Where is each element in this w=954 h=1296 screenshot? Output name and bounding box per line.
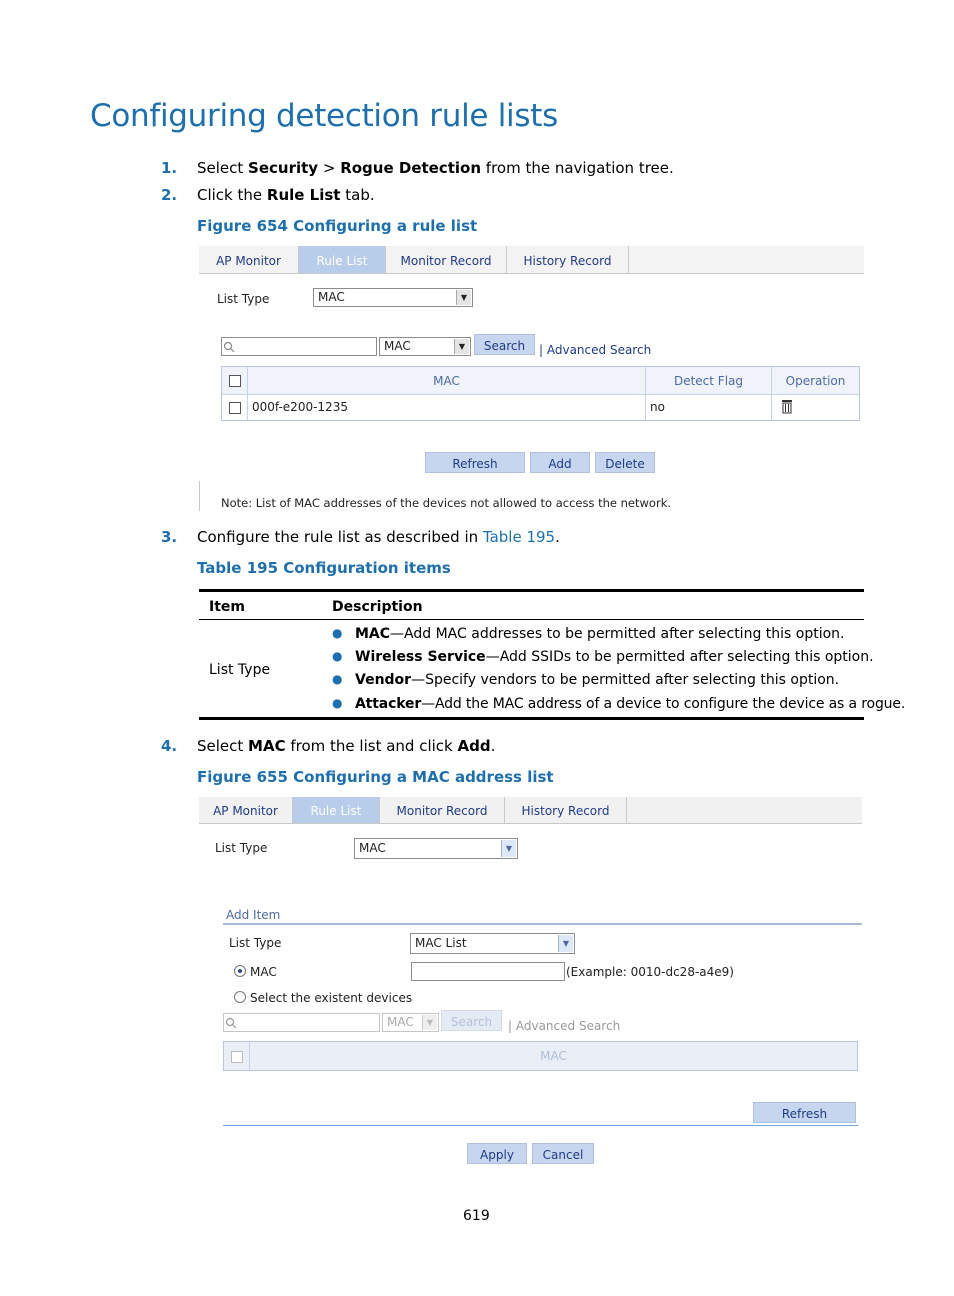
tab-monitor-record[interactable]: Monitor Record xyxy=(380,797,505,823)
divider xyxy=(199,481,200,511)
figure-654-screenshot xyxy=(199,246,864,514)
advanced-search-link[interactable]: | Advanced Search xyxy=(539,343,652,357)
mac-input[interactable] xyxy=(411,962,565,981)
section-divider xyxy=(223,1125,858,1126)
row-checkbox[interactable] xyxy=(229,402,241,414)
inner-list-type-label: List Type xyxy=(229,936,282,950)
detect-flag-cell: no xyxy=(646,395,772,420)
bullet-icon: ● xyxy=(332,672,343,686)
figure-655-screenshot xyxy=(199,797,864,1169)
list-item: ● Vendor—Specify vendors to be permitted after selecting this option. xyxy=(332,672,840,688)
tab-monitor-record[interactable]: Monitor Record xyxy=(386,246,507,273)
table-caption: Table 195 Configuration items xyxy=(197,559,451,577)
operation-cell xyxy=(772,395,859,420)
select-all-header xyxy=(222,367,248,394)
page-title: Configuring detection rule lists xyxy=(90,98,558,134)
column-header-detect-flag[interactable]: Detect Flag xyxy=(646,367,772,394)
search-input[interactable] xyxy=(221,337,377,356)
trash-icon[interactable] xyxy=(781,399,793,414)
chevron-down-icon: ▼ xyxy=(456,290,471,305)
add-button[interactable]: Add xyxy=(530,452,590,473)
tab-ap-monitor[interactable]: AP Monitor xyxy=(199,797,293,823)
table-top-rule xyxy=(199,589,864,592)
chevron-down-icon: ▼ xyxy=(422,1015,437,1030)
select-all-header xyxy=(224,1042,250,1070)
step-text: Click the Rule List tab. xyxy=(197,186,375,204)
tab-history-record[interactable]: History Record xyxy=(507,246,629,273)
cancel-button[interactable]: Cancel xyxy=(532,1143,594,1164)
delete-button[interactable]: Delete xyxy=(595,452,655,473)
chevron-down-icon: ▼ xyxy=(501,840,516,857)
list-type-label: List Type xyxy=(217,292,270,306)
search-icon xyxy=(223,341,235,353)
search-field-select[interactable] xyxy=(382,1013,439,1032)
chevron-down-icon: ▼ xyxy=(454,339,469,354)
tab-history-record[interactable]: History Record xyxy=(505,797,627,823)
list-type-label: List Type xyxy=(215,841,268,855)
bullet-icon: ● xyxy=(332,649,343,663)
column-header-mac: MAC xyxy=(250,1042,857,1070)
existent-devices-radio[interactable] xyxy=(234,991,246,1003)
step-text: Configure the rule list as described in Table 195. xyxy=(197,528,560,546)
step-3 xyxy=(161,528,861,548)
header-rule xyxy=(199,619,864,620)
tab-rule-list[interactable]: Rule List xyxy=(293,797,380,823)
table-195-link[interactable]: Table 195 xyxy=(482,528,556,546)
step-4 xyxy=(161,737,861,757)
step-1 xyxy=(161,159,861,179)
list-type-value: MAC xyxy=(318,290,345,304)
bullet-icon: ● xyxy=(332,696,343,710)
tab-rule-list[interactable]: Rule List xyxy=(299,246,386,273)
list-type-value: MAC xyxy=(359,841,386,855)
item-cell: List Type xyxy=(209,662,271,678)
mac-radio[interactable] xyxy=(234,965,246,977)
tab-ap-monitor[interactable]: AP Monitor xyxy=(199,246,299,273)
table-bottom-rule xyxy=(199,717,864,720)
inner-list-type-select[interactable] xyxy=(410,933,575,954)
row-select-cell xyxy=(222,395,248,420)
page-number: 619 xyxy=(463,1208,490,1224)
list-type-select[interactable] xyxy=(354,838,518,859)
step-number: 4. xyxy=(161,737,178,755)
advanced-search-link[interactable]: | Advanced Search xyxy=(508,1019,621,1033)
tab-bar xyxy=(199,246,864,274)
section-divider xyxy=(223,923,862,925)
search-field-value: MAC xyxy=(387,1015,414,1029)
list-item: ● MAC—Add MAC addresses to be permitted after selecting this option. xyxy=(332,626,845,642)
list-type-select[interactable] xyxy=(313,288,473,307)
step-2 xyxy=(161,186,861,206)
search-field-select[interactable] xyxy=(379,337,471,356)
existent-devices-label: Select the existent devices xyxy=(250,991,413,1005)
add-item-title: Add Item xyxy=(226,908,281,922)
tab-bar xyxy=(199,797,862,824)
list-item: ● Wireless Service—Add SSIDs to be permitted after selecting this option. xyxy=(332,649,874,665)
bullet-icon: ● xyxy=(332,626,343,640)
rule-list-table xyxy=(221,366,860,421)
chevron-down-icon: ▼ xyxy=(558,935,573,952)
search-input[interactable] xyxy=(223,1013,380,1032)
select-all-checkbox[interactable] xyxy=(231,1051,243,1063)
select-all-checkbox[interactable] xyxy=(229,375,241,387)
list-item: ● Attacker—Add the MAC address of a device to configure the device as a rogue. xyxy=(332,696,906,712)
mac-example-hint: (Example: 0010-dc28-a4e9) xyxy=(566,965,734,979)
step-number: 1. xyxy=(161,159,178,177)
configuration-items-table xyxy=(199,589,906,720)
apply-button[interactable]: Apply xyxy=(467,1143,527,1164)
step-number: 3. xyxy=(161,528,178,546)
table-row xyxy=(222,394,859,421)
column-header-description: Description xyxy=(332,599,423,615)
column-header-item: Item xyxy=(209,599,245,615)
column-header-mac[interactable]: MAC xyxy=(248,367,646,394)
mac-radio-label: MAC xyxy=(250,965,277,979)
mac-cell: 000f-e200-1235 xyxy=(248,395,646,420)
refresh-button[interactable]: Refresh xyxy=(753,1102,856,1123)
refresh-button[interactable]: Refresh xyxy=(425,452,525,473)
step-text: Select Security > Rogue Detection from the navigation tree. xyxy=(197,159,674,177)
search-button[interactable]: Search xyxy=(474,334,535,355)
search-field-value: MAC xyxy=(384,339,411,353)
note-text: Note: List of MAC addresses of the devices not allowed to access the network. xyxy=(221,496,672,510)
mac-table xyxy=(223,1041,858,1071)
search-icon xyxy=(225,1017,237,1029)
figure-caption: Figure 654 Configuring a rule list xyxy=(197,217,478,235)
search-button[interactable]: Search xyxy=(441,1010,502,1031)
step-number: 2. xyxy=(161,186,178,204)
column-header-operation: Operation xyxy=(772,367,859,394)
inner-list-type-value: MAC List xyxy=(415,936,467,950)
step-text: Select MAC from the list and click Add. xyxy=(197,737,496,755)
figure-caption: Figure 655 Configuring a MAC address list xyxy=(197,768,554,786)
